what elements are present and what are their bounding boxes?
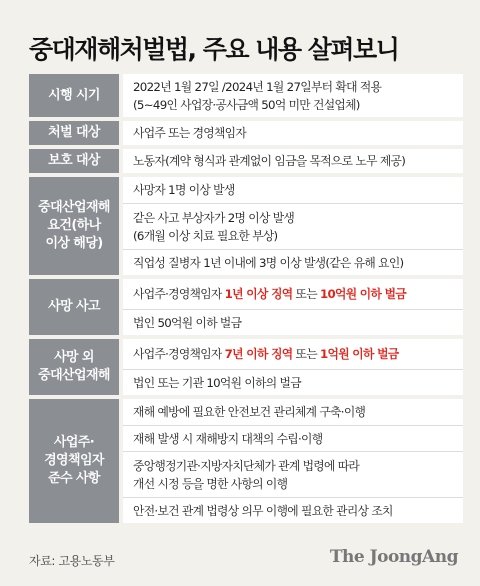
cell-line [133, 209, 457, 227]
cell-text: 재해 발생 시 재해방지 대책의 수립·이행 [133, 431, 323, 446]
row-label [29, 74, 119, 117]
row-label-line: 이상 해당) [45, 236, 103, 251]
row-label [29, 339, 119, 395]
cell-line [133, 457, 457, 475]
table-row [29, 339, 463, 395]
cell-line [133, 254, 457, 272]
highlighted-text: 1년 이상 징역 [224, 287, 293, 301]
cell-text: 노동자(계약 형식과 관계없이 임금을 목적으로 노무 제공) [133, 154, 406, 168]
source-note: 자료: 고용노동부 [29, 554, 115, 568]
table-cell [123, 425, 463, 451]
page-title: 중대재해처벌법, 주요 내용 살펴보니 [29, 35, 399, 64]
table-cell [123, 451, 463, 497]
cell-line [133, 124, 457, 142]
row-label-line: 사망 외 [54, 350, 94, 365]
cell-line [133, 502, 457, 520]
cell-text: 직업성 질병자 1년 이내에 3명 이상 발생(같은 유해 요인) [133, 255, 404, 270]
row-label-line: 사업주· [53, 435, 95, 450]
table-cell [123, 177, 463, 203]
table-row [29, 121, 463, 145]
cell-text: 같은 사고 부상자가 2명 이상 발생 [133, 210, 295, 225]
row-label-line: 중대산업재해 [38, 368, 110, 383]
row-label-line: 준수 사항 [48, 471, 100, 486]
cell-text: (5~49인 사업장·공사금액 50억 미만 건설업체) [133, 97, 360, 112]
table-cell [123, 121, 463, 145]
cell-text: 또는 [292, 287, 320, 301]
cell-text: 법인 50억원 이하 벌금 [133, 315, 242, 330]
cell-line [133, 285, 457, 303]
cell-line [133, 403, 457, 421]
table-row [29, 177, 463, 275]
cell-text: 개선 시정 등을 명한 사항의 이행 [133, 476, 288, 491]
cell-line [133, 430, 457, 448]
summary-table [29, 74, 463, 527]
row-label-line: 사망 사고 [48, 299, 100, 314]
row-label-line: 중대산업재해 [38, 200, 110, 215]
row-label-line: 보호 대상 [48, 153, 100, 168]
row-label [29, 279, 119, 335]
cell-text: 법인 또는 기관 10억원 이하의 벌금 [133, 375, 301, 390]
cell-text: (6개월 이상 치료 필요한 부상) [133, 228, 278, 243]
table-row [29, 149, 463, 173]
table-cell [123, 339, 463, 369]
row-label [29, 399, 119, 523]
cell-line [133, 314, 457, 332]
cell-text: 재해 예방에 필요한 안전보건 관리체계 구축·이행 [133, 405, 366, 419]
cell-line [133, 152, 457, 170]
table-cell [123, 497, 463, 523]
table-cell [123, 309, 463, 335]
table-cell [123, 249, 463, 275]
cell-text: 사업주 또는 경영책임자 [133, 126, 247, 140]
cell-line [133, 345, 457, 363]
publisher-logo: The JoongAng [329, 547, 458, 567]
row-label-line: 시행 시기 [48, 87, 100, 103]
cell-line [133, 227, 457, 245]
cell-text: 안전·보건 관계 법령상 의무 이행에 필요한 관리상 조치 [133, 503, 393, 518]
table-row [29, 399, 463, 523]
table-cell [123, 203, 463, 249]
table-cell [123, 149, 463, 173]
cell-line [133, 78, 457, 96]
highlighted-text: 7년 이하 징역 [224, 347, 293, 361]
row-label-line: 요건(하나 [47, 218, 101, 233]
table-row [29, 279, 463, 335]
row-label-line: 경영책임자 [44, 453, 104, 468]
table-row [29, 74, 463, 117]
cell-text: 또는 [292, 347, 320, 361]
cell-line [133, 96, 457, 114]
cell-text: 사업주·경영책임자 [133, 347, 225, 361]
cell-text: 2022년 1월 27일 /2024년 1월 27일부터 확대 적용 [133, 79, 382, 94]
table-cell [123, 369, 463, 395]
cell-text: 사망자 1명 이상 발생 [133, 183, 235, 197]
cell-line [133, 475, 457, 493]
table-cell [123, 74, 463, 117]
highlighted-text: 10억원 이하 벌금 [319, 287, 406, 301]
row-label [29, 121, 119, 145]
cell-line [133, 181, 457, 199]
cell-text: 중앙행정기관·지방자치단체가 관계 법령에 따라 [133, 458, 360, 473]
row-label [29, 149, 119, 173]
cell-text: 사업주·경영책임자 [133, 287, 225, 301]
row-label [29, 177, 119, 275]
table-cell [123, 279, 463, 309]
table-cell [123, 399, 463, 425]
cell-line [133, 374, 457, 392]
row-label-line: 처벌 대상 [48, 125, 100, 140]
highlighted-text: 1억원 이하 벌금 [319, 347, 399, 361]
